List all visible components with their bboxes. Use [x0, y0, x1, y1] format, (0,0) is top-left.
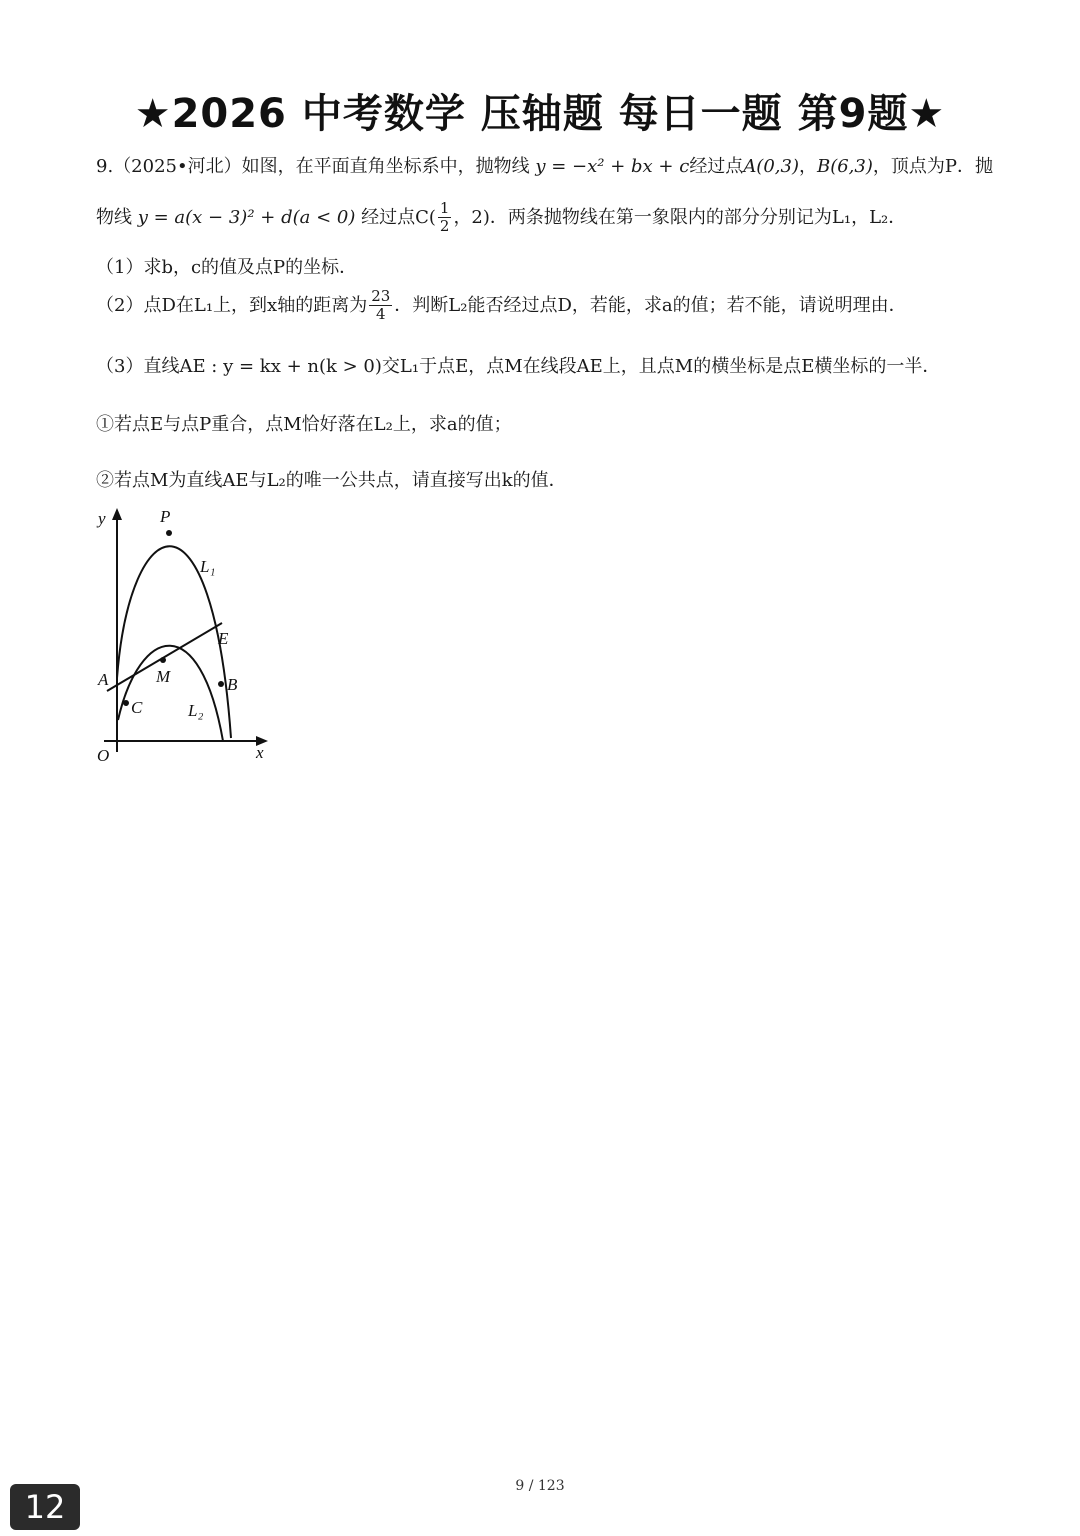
- line2-start: 物线: [96, 206, 132, 228]
- label-o: O: [97, 746, 110, 765]
- passes-c-text: 经过点C(: [361, 206, 436, 228]
- parabola-l2-curve: [118, 646, 223, 741]
- page-indicator: 9 / 123: [515, 1478, 565, 1494]
- point-p-marker: [166, 530, 172, 536]
- point-m-marker: [160, 657, 166, 663]
- part-2: [96, 288, 907, 324]
- passes-through-text: 经过点: [689, 156, 744, 177]
- point-a: A(0,3): [743, 156, 799, 177]
- parabola1-equation: y = −x² + bx + c: [535, 156, 690, 177]
- parabola-figure: [90, 500, 280, 770]
- c-numerator: 1: [439, 199, 450, 217]
- label-m: M: [156, 667, 171, 686]
- label-a: A: [98, 670, 109, 689]
- d-denominator: 4: [375, 305, 386, 324]
- c-fraction: [438, 200, 452, 236]
- label-l1: L₁: [200, 557, 216, 576]
- sub-question-1: ①若点E与点P重合，点M恰好落在L₂上，求a的值；: [96, 414, 512, 435]
- label-e: E: [218, 629, 229, 648]
- label-b: B: [227, 675, 238, 694]
- c-end-text: ，2)．两条抛物线在第一象限内的部分分别记为L₁，L₂．: [453, 206, 907, 228]
- parabola2-equation: y = a(x − 3)² + d(a < 0): [137, 206, 356, 228]
- point-b: B(6,3): [816, 156, 873, 177]
- part-3: （3）直线AE : y = kx + n(k > 0)交L₁于点E，点M在线段AE上，且点M的横坐标是点E横坐标的一半．: [96, 356, 941, 377]
- question-line-1: 9.（2025•河北）如图，在平面直角坐标系中，抛物线 y = −x² + bx + c经过点A(0,3)，B(6,3)，顶点为P．抛: [96, 156, 994, 177]
- d-numerator: 23: [371, 287, 391, 305]
- point-b-marker: [218, 681, 224, 687]
- question-number: 9.: [96, 156, 114, 177]
- page-badge[interactable]: 12: [10, 1484, 80, 1530]
- vertex-text: ，顶点为P．抛: [872, 156, 994, 177]
- part2-a: （2）点D在L₁上，到x轴的距离为: [96, 294, 368, 316]
- part-1: （1）求b，c的值及点P的坐标．: [96, 257, 358, 278]
- question-source: （2025•河北）: [113, 156, 242, 177]
- part2-b: ．判断L₂能否经过点D，若能，求a的值；若不能，请说明理由．: [394, 294, 907, 316]
- y-axis-arrow-icon: [112, 508, 122, 520]
- question-line-2: [96, 200, 906, 236]
- page-title: ★2026 中考数学 压轴题 每日一题 第9题★: [134, 91, 946, 137]
- label-c: C: [131, 698, 143, 717]
- label-p: P: [160, 507, 171, 526]
- c-denominator: 2: [439, 217, 450, 236]
- sub-question-2: ②若点M为直线AE与L₂的唯一公共点，请直接写出k的值．: [96, 470, 567, 491]
- intro-text: 如图，在平面直角坐标系中，抛物线: [241, 156, 530, 177]
- d-fraction: [369, 288, 392, 324]
- label-y: y: [98, 509, 106, 528]
- point-c-marker: [123, 700, 129, 706]
- label-l2: L₂: [188, 701, 204, 720]
- label-x: x: [256, 743, 264, 762]
